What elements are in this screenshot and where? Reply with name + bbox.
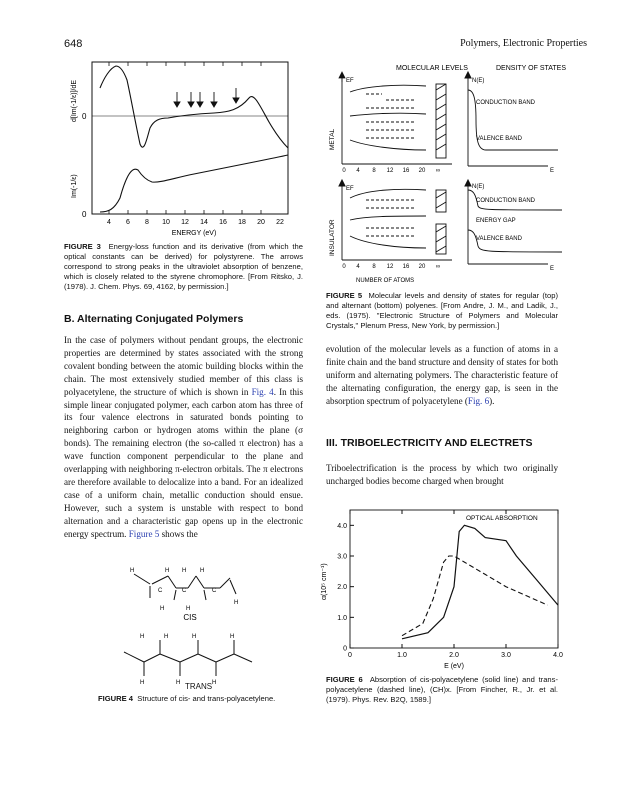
metal-xticks — [342, 168, 440, 174]
section-b-heading: B. Alternating Conjugated Polymers — [64, 313, 244, 325]
figure5-caption-text: Molecular levels and density of states for regular (top) and alternant (bottom) polyenes. [From Andre, J. M., and Ladik, J., eds. (1975). "Electronic Structure of Polymers and Molecular Crystals," Plenum Press, New York, by permission.] — [326, 291, 558, 330]
insulator-e-label: E — [550, 266, 555, 272]
metal-conduction-label: CONDUCTION BAND — [476, 100, 536, 106]
figure4-caption-label: FIGURE 4 — [98, 694, 134, 703]
section-b-para2: . In this simple linear conjugated polymer, each carbon atom has three of its four valence electrons in saturated bonds pointing to neighboring carbon or hydrogen atoms within the plane (σ bonds). The remaining electron (the so-called π electron) has a wave function component perpendicular to the plane and overlapping with neighboring π-electron orbitals. The π electrons are therefore available to delocalize into a band. For an idealized case of a uniform chain, metallic conduction should ensue. However, such a system is unstable with respect to bond alternation and a characteristic gap opens up in the electronic energy spectrum. — [64, 386, 303, 539]
figure3-ylabel-bottom: Im(-1/ε) — [71, 174, 78, 198]
figure6-ytick-label: 4.0 — [337, 522, 347, 530]
figure3-xtick: 6 — [126, 219, 130, 226]
figure3-xtick-labels — [107, 219, 284, 226]
figure6-xtick-label: 3.0 — [501, 652, 511, 659]
figure3-xlabel: ENERGY (eV) — [171, 230, 217, 237]
figure6-caption-label: FIGURE 6 — [326, 675, 363, 684]
atom-h: H — [176, 680, 181, 686]
running-title: Polymers, Electronic Properties — [460, 38, 587, 49]
figure5-title-left: MOLECULAR LEVELS — [396, 65, 468, 72]
atom-c: C — [212, 588, 217, 594]
atom-h: H — [160, 606, 165, 612]
insulator-panel — [342, 184, 452, 260]
figure3-zero-top: 0 — [82, 112, 87, 121]
figure3-caption-text: Energy-loss function and its derivative (from which the optical constants can be derived) for polystyrene. The arrows correspond to strong peaks in the ultraviolet absorption of benzene, which is closely related to the styrene chromophore. [From Ritsko, J. (1978). J. Chem. Phys. 69, 4162, by permission.] — [64, 242, 303, 291]
figure3-xtick: 16 — [219, 219, 227, 226]
figure5-xtick: ∞ — [435, 168, 441, 174]
metal-panel — [342, 76, 452, 164]
figure5-xtick: 20 — [418, 168, 426, 174]
right-col-text1: evolution of the molecular levels as a function of atoms in a finite chain and the band structure and density of states for both uniform and alternating polymers. The characteristic feature of the alternating configuration, the energy gap, is seen in the absorption spectrum of polyacetylene ( — [326, 344, 558, 406]
atom-h: H — [140, 680, 145, 686]
insulator-ef-arrow — [339, 180, 345, 186]
figure6-cis-line — [402, 525, 558, 639]
atom-h: H — [182, 568, 187, 574]
metal-dos-arrow — [465, 72, 471, 78]
metal-valence-label: VALENCE BAND — [476, 136, 522, 142]
figure6-caption-text: Absorption of cis-polyacetylene (solid line) and trans-polyacetylene (dashed line), (CH)x. [From Fincher, R., Jr. et al. (1979). Phys. Rev. B2Q, 1589.] — [326, 675, 558, 704]
figure3-top-ticks — [109, 62, 261, 66]
figure5-xtick: 8 — [372, 264, 376, 270]
figure6-ylabel: α(10⁵ cm⁻¹) — [321, 563, 328, 600]
figure6-trans-line — [402, 556, 548, 636]
insulator-valence-label: VALENCE BAND — [476, 236, 522, 242]
figure6-ytick-label: 0 — [343, 645, 347, 653]
figure5-title-right: DENSITY OF STATES — [496, 65, 567, 72]
metal-ef-label: EF — [346, 78, 354, 84]
figure5-xtick: 16 — [402, 264, 410, 270]
figure6-xtick-label: 0 — [348, 652, 352, 659]
figure6-ytick-label: 2.0 — [337, 584, 347, 592]
insulator-xticks — [342, 264, 440, 270]
figure6-xtick-label: 2.0 — [449, 652, 459, 659]
insulator-dos-arrow — [465, 180, 471, 186]
figure6-xtick-label: 4.0 — [553, 652, 563, 659]
metal-e-label: E — [550, 168, 555, 174]
figure6-caption — [326, 675, 558, 705]
figure4-structures — [120, 558, 270, 690]
atom-c: C — [182, 588, 187, 594]
atom-h: H — [192, 634, 197, 640]
figure3-arrows — [174, 88, 239, 107]
section-b-body — [64, 334, 303, 541]
figure6-ticks — [350, 510, 558, 648]
figure3-caption-label: FIGURE 3 — [64, 242, 101, 251]
right-col-para1 — [326, 343, 558, 408]
right-col-para2: Triboelectrification is the process by which two originally uncharged bodies become charged when brought — [326, 463, 558, 486]
figure5-xtick: 0 — [342, 168, 346, 174]
figure6-chart — [316, 500, 566, 672]
figure6-legend: OPTICAL ABSORPTION — [466, 515, 538, 522]
figure3-ylabel-top: d[Im(-1/ε)]/dE — [71, 79, 78, 122]
figure5-caption — [326, 291, 558, 331]
figure5-xtick: 12 — [386, 168, 394, 174]
metal-ne-label: N(E) — [472, 78, 485, 84]
figure6-xlabel: E (eV) — [444, 663, 464, 670]
figure5-xtick: 8 — [372, 168, 376, 174]
metal-dos — [468, 74, 558, 166]
figure6-plot-frame — [350, 510, 558, 648]
figure3-xtick: 12 — [181, 219, 189, 226]
insulator-label: INSULATOR — [329, 219, 336, 256]
figure3-loss-curve — [100, 155, 288, 212]
figure5-xtick: 12 — [386, 264, 394, 270]
figure5-xtick: ∞ — [435, 264, 441, 270]
insulator-ne-label: N(E) — [472, 184, 485, 190]
insulator-ef-label: EF — [346, 186, 354, 192]
cis-structure — [134, 574, 236, 600]
trans-structure — [124, 640, 252, 676]
atom-h: H — [234, 600, 239, 606]
section-b-para3: shows the — [161, 528, 198, 539]
figure6-ytick-label: 1.0 — [337, 614, 347, 622]
atom-h: H — [130, 568, 135, 574]
section-iii-heading: III. TRIBOELECTRICITY AND ELECTRETS — [326, 437, 533, 449]
atom-h: H — [212, 680, 217, 686]
fig5-link[interactable]: Figure 5 — [128, 528, 160, 539]
figure3-xtick: 20 — [257, 219, 265, 226]
insulator-gap-label: ENERGY GAP — [476, 218, 516, 224]
section-b-para1: In the case of polymers without pendant groups, the electronic properties are determined by states associated with the strong covalent bonding between the atomic building blocks within the chain. The most extensively studied member of this class is polyacetylene, the structure of which is shown in — [64, 335, 303, 397]
figure3-xtick: 10 — [162, 219, 170, 226]
atom-h: H — [230, 634, 235, 640]
figure6-ytick-labels — [337, 523, 347, 653]
figure3-graph — [64, 58, 296, 238]
fig6-link[interactable]: Fig. 6 — [467, 395, 490, 406]
figure6-xtick-label: 1.0 — [397, 652, 407, 659]
figure4-caption — [98, 694, 318, 704]
figure3-zero-bottom: 0 — [82, 210, 87, 219]
figure3-xtick: 8 — [145, 219, 149, 226]
figure5-diagram — [326, 60, 588, 290]
figure3-xtick: 14 — [200, 219, 208, 226]
atom-h: H — [164, 634, 169, 640]
figure5-xtick: 4 — [356, 264, 360, 270]
fig4-link[interactable]: Fig. 4 — [251, 386, 274, 397]
figure5-xtick: 0 — [342, 264, 346, 270]
atom-h: H — [165, 568, 170, 574]
atom-c: C — [158, 588, 163, 594]
figure3-xtick: 18 — [238, 219, 246, 226]
atom-h: H — [200, 568, 205, 574]
figure3-derivative-curve — [100, 66, 288, 148]
figure5-xtick: 16 — [402, 168, 410, 174]
atom-h: H — [140, 634, 145, 640]
figure3-bottom-ticks — [109, 210, 261, 214]
figure5-xtick: 20 — [418, 264, 426, 270]
figure3-caption — [64, 242, 303, 292]
insulator-conduction-label: CONDUCTION BAND — [476, 198, 536, 204]
figure4-caption-text: Structure of cis- and trans-polyacetylene. — [137, 694, 276, 703]
figure5-caption-label: FIGURE 5 — [326, 291, 363, 300]
cis-label: CIS — [183, 613, 197, 622]
right-col-text1-end: ). — [489, 395, 495, 406]
figure5-xlabel: NUMBER OF ATOMS — [356, 278, 415, 284]
figure3-xtick: 4 — [107, 219, 111, 226]
metal-label: METAL — [329, 128, 336, 150]
cis-atoms — [130, 568, 238, 612]
trans-label: TRANS — [185, 682, 213, 691]
page-number: 648 — [64, 38, 83, 50]
figure5-xtick: 4 — [356, 168, 360, 174]
figure6-ytick-label: 3.0 — [337, 553, 347, 561]
figure6-xtick-labels — [348, 652, 563, 659]
metal-ef-arrow — [339, 72, 345, 82]
atom-h: H — [186, 606, 191, 612]
figure3-xtick: 22 — [276, 219, 284, 226]
